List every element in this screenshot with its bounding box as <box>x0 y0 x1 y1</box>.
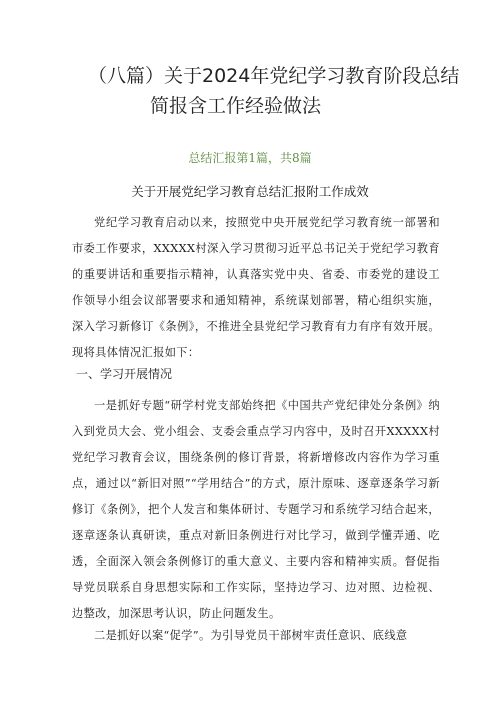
summary-note: 总结汇报第1篇，共8篇 <box>188 151 312 165</box>
document-subtitle: 关于开展党纪学习教育总结汇报附工作成效 <box>131 184 369 199</box>
intro-paragraph: 党纪学习教育启动以来，按照党中央开展党纪学习教育统一部署和市委工作要求，XXXXX村深入学习贯彻习近平总书记关于党纪学习教育的重要讲话和重要指示精神，认真落实党中央、省委、市委党的建设工作领导小组会议部署要求和通知精神，系统谋划部署，精心组织实施，深入学习新修订《条例》，不推进全县党纪学习教育有力有序有效开展。现将具体情况汇报如下： <box>72 216 440 359</box>
body-paragraph: 二是抓好以案“促学”。为引导党员干部树牢责任意识、底线意 <box>94 629 408 642</box>
section-heading: 一、学习开展情况 <box>76 367 173 381</box>
document-title-line2: 简报含工作经验做法 <box>150 95 322 117</box>
body-paragraph: 一是抓好专题“研学村党支部始终把《中国共产党纪律处分条例》纳入到党员大会、党小组会、支委会重点学习内容中，及时召开XXXXX村党纪学习教育会议，围绕条例的修订背景，将新增修改内容作为学习重点，通过以“新旧对照”“学用结合”的方式，原汁原味、逐章逐条学习新修订《条例》，把个人发言和集体研讨、专题学习和系统学习结合起来，逐章逐条认真研读，重点对新旧条例进行对比学习，做到学懂弄通、吃透，全面深入领会条例修订的重大意义、主要内容和精神实质。督促指导党员联系自身思想实际和工作实际，坚持边学习、边对照、边检视、边整改，加深思考认识，防止问题发生。 <box>72 399 440 620</box>
document-title-line1: （八篇）关于2024年党纪学习教育阶段总结 <box>88 65 460 87</box>
